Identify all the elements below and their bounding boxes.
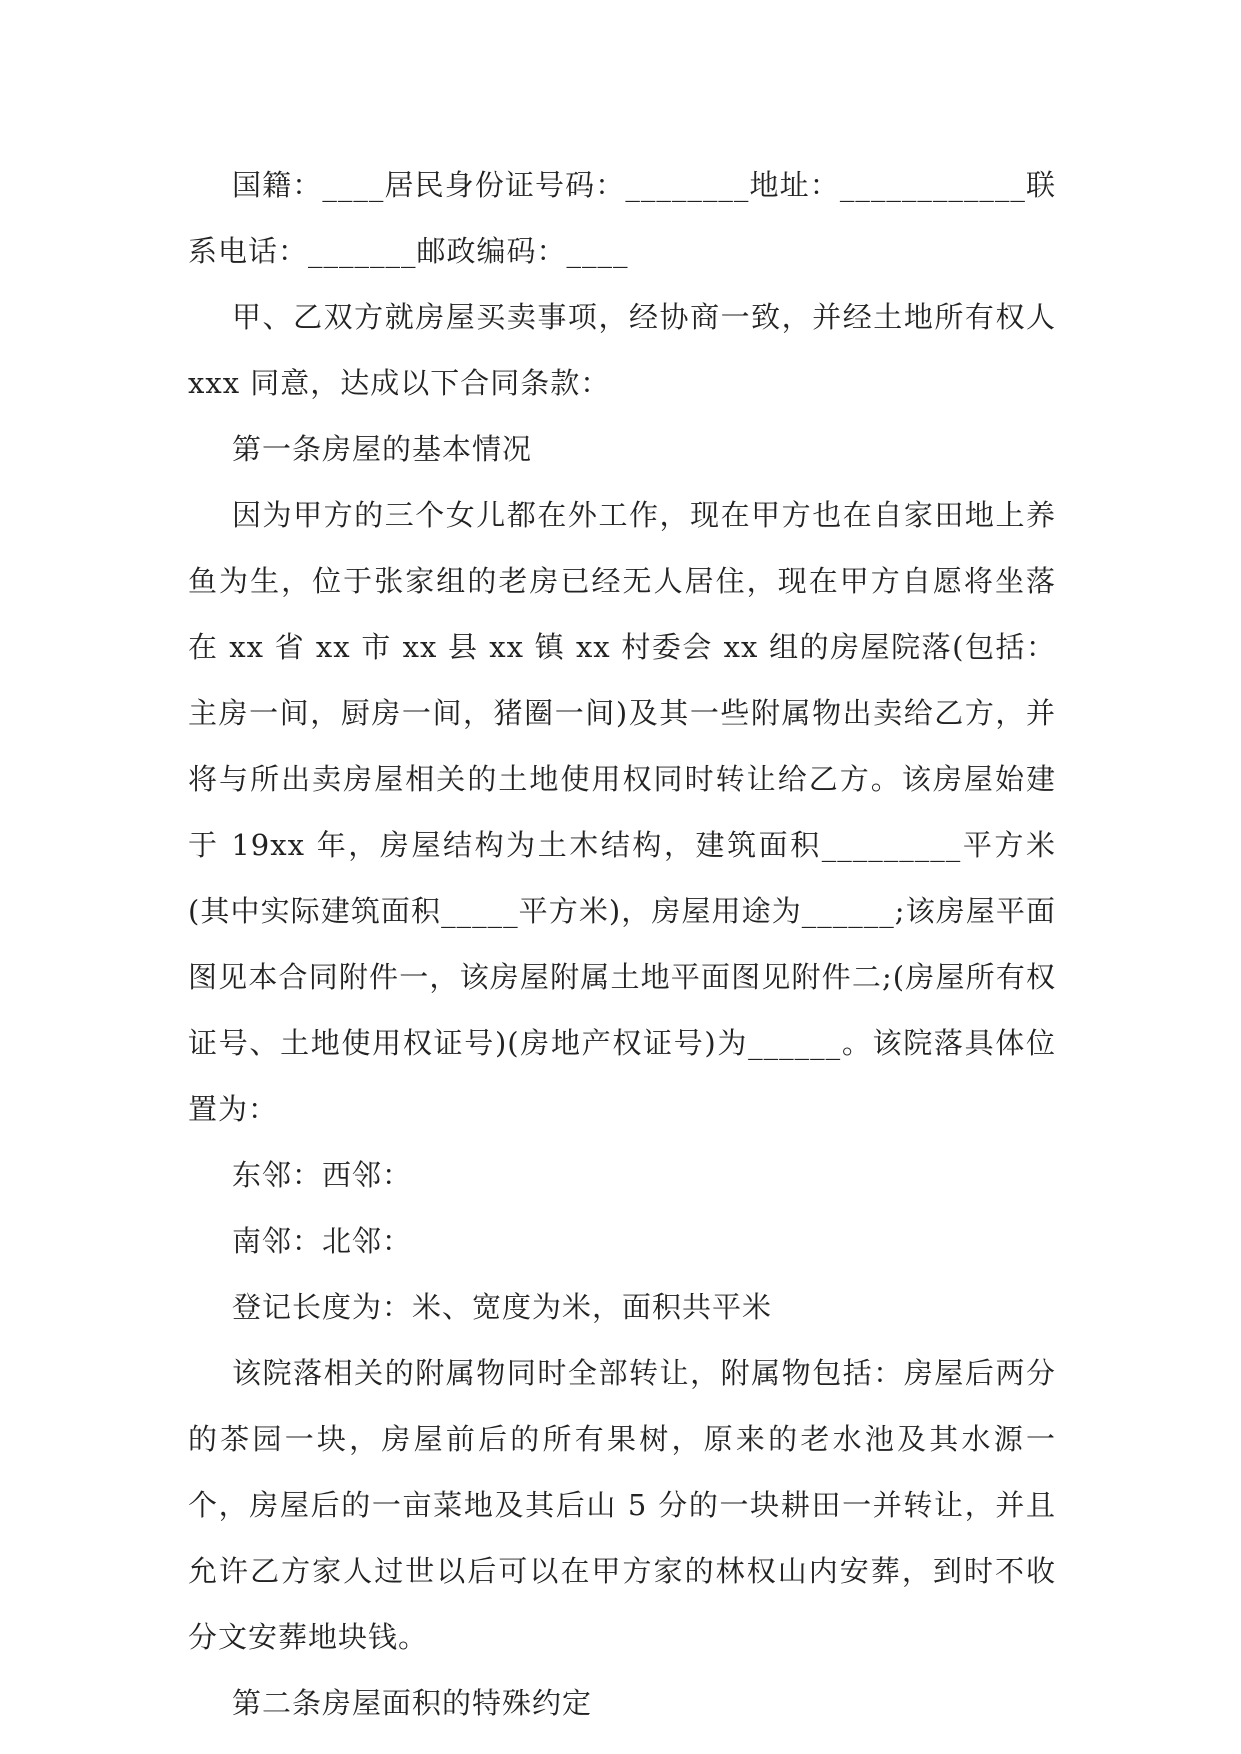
paragraph-agreement-intro: 甲、乙双方就房屋买卖事项，经协商一致，并经土地所有权人 xxx 同意，达成以下合同条款： bbox=[188, 300, 1056, 400]
paragraph-house-description: 因为甲方的三个女儿都在外工作，现在甲方也在自家田地上养鱼为生，位于张家组的老房已经无人居住，现在甲方自愿将坐落在 xx 省 xx 市 xx 县 xx 镇 xx 村委会 xx 组的房屋院落(包括：主房一间，厨房一间，猪圈一间)及其一些附属物出卖给乙方，并将与所出卖房屋相关的土地使用权同时转让给乙方。该房屋始建于 19xx 年，房屋结构为土木结构，建筑面积_________平方米(其中实际建筑面积_____平方米)，房屋用途为______;该房屋平面图见本合同附件一，该房屋附属土地平面图见附件二;(房屋所有权证号、土地使用权证号)(房地产权证号)为______。该院落具体位置为： bbox=[188, 498, 1056, 1126]
document-body bbox=[188, 152, 1056, 1736]
paragraph-registered-dimensions: 登记长度为：米、宽度为米，面积共平米 bbox=[232, 1290, 773, 1324]
heading-article-2: 第二条房屋面积的特殊约定 bbox=[232, 1686, 593, 1720]
heading-article-1: 第一条房屋的基本情况 bbox=[232, 432, 533, 466]
paragraph-south-north-neighbors: 南邻：北邻： bbox=[232, 1224, 413, 1258]
paragraph-contact-info: 国籍：____居民身份证号码：________地址：____________联系电话：_______邮政编码：____ bbox=[188, 168, 1056, 268]
paragraph-east-west-neighbors: 东邻：西邻： bbox=[232, 1158, 413, 1192]
paragraph-attachments-transfer: 该院落相关的附属物同时全部转让，附属物包括：房屋后两分的茶园一块，房屋前后的所有果树，原来的老水池及其水源一个，房屋后的一亩菜地及其后山 5 分的一块耕田一并转让，并且允许乙方家人过世以后可以在甲方家的林权山内安葬，到时不收分文安葬地块钱。 bbox=[188, 1356, 1056, 1654]
